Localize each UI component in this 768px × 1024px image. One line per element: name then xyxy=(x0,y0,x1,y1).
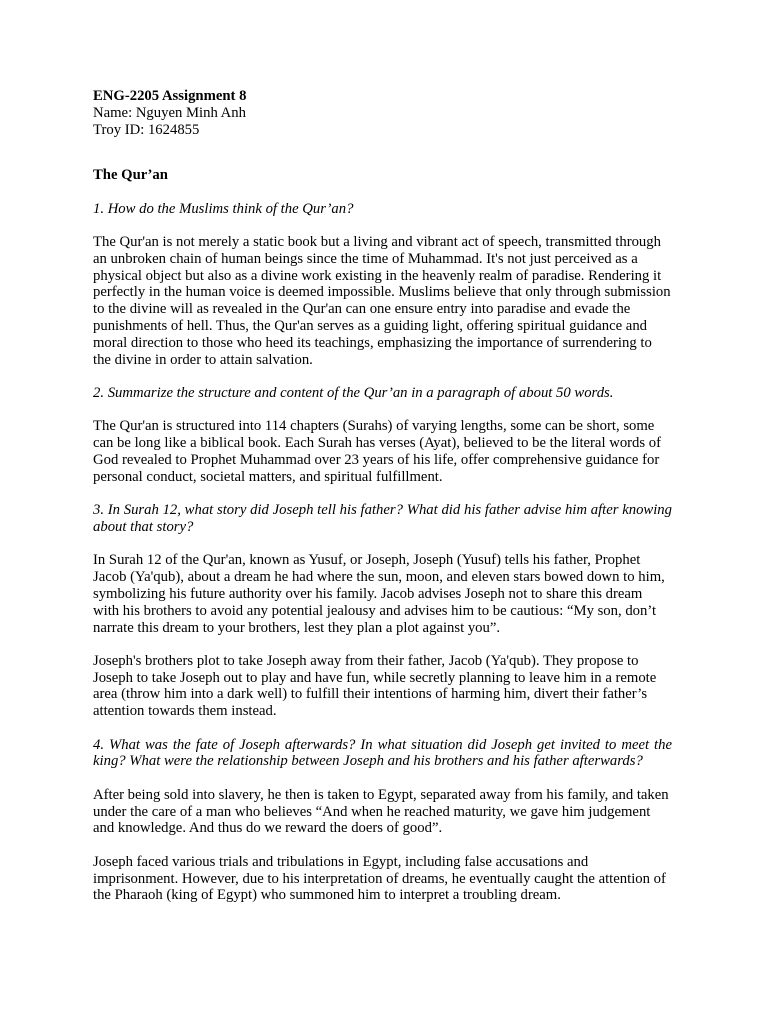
answer-4-paragraph-2: Joseph faced various trials and tribulations in Egypt, including false accusations and imprisonment. However, due to his interpretation of dreams, he eventually caught the attention of the Pharaoh (king of Egypt) who summoned him to interpret a troubling dream. xyxy=(93,853,666,904)
course-heading: ENG-2205 Assignment 8 xyxy=(93,88,247,104)
question-3: 3. In Surah 12, what story did Joseph tell his father? What did his father advise him after knowing about that story? xyxy=(93,502,672,535)
question-2: 2. Summarize the structure and content of the Qur’an in a paragraph of about 50 words. xyxy=(93,384,614,401)
troy-id: Troy ID: 1624855 xyxy=(93,122,200,138)
answer-1: The Qur'an is not merely a static book but a living and vibrant act of speech, transmitted through an unbroken chain of human beings since the time of Muhammad. It's not just perceived as a physical object but also as a divine work existing in the heavenly realm of paradise. Rendering it perfectly in the human voice is deemed impossible. Muslims believe that only through submission to the divine will as revealed in the Qur'an can one ensure entry into paradise and evade the punishments of hell. Thus, the Qur'an serves as a guiding light, offering spiritual guidance and moral direction to those who heed its teachings, emphasizing the importance of surrendering to the divine in order to attain salvation. xyxy=(93,233,671,368)
answer-3-paragraph-1: In Surah 12 of the Qur'an, known as Yusuf, or Joseph, Joseph (Yusuf) tells his father, Prophet Jacob (Ya'qub), about a dream he had where the sun, moon, and eleven stars bowed down to him, symbolizing his future authority over his family. Jacob advises Joseph not to share this dream with his brothers to avoid any potential jealousy and advises him to be cautious: “My son, don’t narrate this dream to your brothers, lest they plan a plot against you”. xyxy=(93,552,665,636)
answer-2: The Qur'an is structured into 114 chapters (Surahs) of varying lengths, some can be short, some can be long like a biblical book. Each Surah has verses (Ayat), believed to be the literal words of God revealed to Prophet Muhammad over 23 years of his life, offer comprehensive guidance for personal conduct, societal matters, and spiritual fulfillment. xyxy=(93,418,662,485)
question-1: 1. How do the Muslims think of the Qur’an? xyxy=(93,200,354,217)
question-4: 4. What was the fate of Joseph afterwards? In what situation did Joseph get invited to meet the king? What were the relationship between Joseph and his brothers and his father afterwards? xyxy=(93,736,672,770)
document-title: The Qur’an xyxy=(93,167,168,183)
answer-3-paragraph-2: Joseph's brothers plot to take Joseph away from their father, Jacob (Ya'qub). They propose to Joseph to take Joseph out to play and have fun, while secretly planning to leave him in a remote area (throw him into a dark well) to fulfill their intentions of harming him, divert their father’s attention towards them instead. xyxy=(93,652,657,720)
student-name: Name: Nguyen Minh Anh xyxy=(93,105,246,121)
answer-4-paragraph-1: After being sold into slavery, he then is taken to Egypt, separated away from his family, and taken under the care of a man who believes “And when he reached maturity, we gave him judgement and knowledge. And thus do we reward the doers of good”. xyxy=(93,786,669,837)
